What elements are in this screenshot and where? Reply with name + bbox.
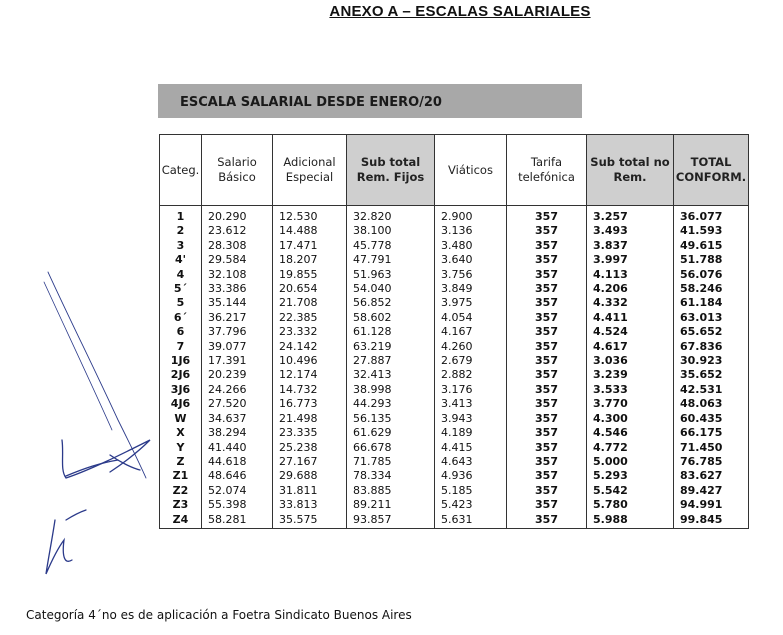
cell-tarifa-telefonica: 357: [507, 426, 587, 440]
cell-viaticos: 3.640: [435, 253, 507, 267]
cell-subtotal-rem-fijos: 78.334: [347, 469, 435, 483]
cell-subtotal-no-rem: 4.524: [587, 325, 674, 339]
cell-tarifa-telefonica: 357: [507, 498, 587, 512]
cell-total-conform: 99.845: [674, 513, 749, 529]
cell-salario-basico: 24.266: [202, 383, 273, 397]
cell-subtotal-rem-fijos: 66.678: [347, 441, 435, 455]
header-subtotal-rem-fijos: Sub total Rem. Fijos: [347, 135, 435, 206]
cell-total-conform: 89.427: [674, 484, 749, 498]
cell-viaticos: 3.413: [435, 397, 507, 411]
cell-subtotal-no-rem: 4.332: [587, 296, 674, 310]
cell-viaticos: 4.643: [435, 455, 507, 469]
cell-total-conform: 41.593: [674, 224, 749, 238]
cell-adicional-especial: 20.654: [273, 282, 347, 296]
cell-viaticos: 4.936: [435, 469, 507, 483]
cell-tarifa-telefonica: 357: [507, 239, 587, 253]
cell-viaticos: 5.185: [435, 484, 507, 498]
cell-viaticos: 3.849: [435, 282, 507, 296]
cell-adicional-especial: 21.498: [273, 412, 347, 426]
cell-adicional-especial: 16.773: [273, 397, 347, 411]
cell-subtotal-rem-fijos: 51.963: [347, 268, 435, 282]
cell-subtotal-no-rem: 4.300: [587, 412, 674, 426]
cell-total-conform: 56.076: [674, 268, 749, 282]
cell-adicional-especial: 21.708: [273, 296, 347, 310]
cell-total-conform: 58.246: [674, 282, 749, 296]
cell-categ: 3: [160, 239, 202, 253]
cell-total-conform: 35.652: [674, 368, 749, 382]
cell-subtotal-rem-fijos: 56.135: [347, 412, 435, 426]
cell-total-conform: 48.063: [674, 397, 749, 411]
cell-salario-basico: 36.217: [202, 311, 273, 325]
cell-subtotal-no-rem: 5.000: [587, 455, 674, 469]
cell-total-conform: 67.836: [674, 340, 749, 354]
cell-subtotal-rem-fijos: 32.413: [347, 368, 435, 382]
cell-tarifa-telefonica: 357: [507, 383, 587, 397]
cell-total-conform: 76.785: [674, 455, 749, 469]
cell-tarifa-telefonica: 357: [507, 354, 587, 368]
cell-subtotal-no-rem: 3.997: [587, 253, 674, 267]
cell-categ: Z: [160, 455, 202, 469]
cell-categ: 4: [160, 268, 202, 282]
cell-salario-basico: 20.239: [202, 368, 273, 382]
cell-categ: 5: [160, 296, 202, 310]
cell-total-conform: 51.788: [674, 253, 749, 267]
cell-subtotal-rem-fijos: 93.857: [347, 513, 435, 529]
cell-categ: 2: [160, 224, 202, 238]
cell-categ: 4J6: [160, 397, 202, 411]
cell-subtotal-no-rem: 4.772: [587, 441, 674, 455]
cell-categ: 4': [160, 253, 202, 267]
cell-salario-basico: 41.440: [202, 441, 273, 455]
cell-tarifa-telefonica: 357: [507, 513, 587, 529]
cell-salario-basico: 58.281: [202, 513, 273, 529]
cell-tarifa-telefonica: 357: [507, 296, 587, 310]
header-adicional-especial: Adicional Especial: [273, 135, 347, 206]
cell-categ: Y: [160, 441, 202, 455]
cell-subtotal-rem-fijos: 83.885: [347, 484, 435, 498]
cell-tarifa-telefonica: 357: [507, 455, 587, 469]
cell-total-conform: 65.652: [674, 325, 749, 339]
cell-salario-basico: 35.144: [202, 296, 273, 310]
header-viaticos: Viáticos: [435, 135, 507, 206]
cell-subtotal-rem-fijos: 56.852: [347, 296, 435, 310]
cell-tarifa-telefonica: 357: [507, 412, 587, 426]
cell-subtotal-rem-fijos: 89.211: [347, 498, 435, 512]
cell-subtotal-no-rem: 3.493: [587, 224, 674, 238]
page-title: ANEXO A – ESCALAS SALARIALES: [329, 3, 591, 20]
cell-subtotal-no-rem: 3.036: [587, 354, 674, 368]
cell-subtotal-rem-fijos: 32.820: [347, 206, 435, 225]
cell-salario-basico: 29.584: [202, 253, 273, 267]
cell-categ: 5´: [160, 282, 202, 296]
cell-subtotal-rem-fijos: 44.293: [347, 397, 435, 411]
cell-total-conform: 36.077: [674, 206, 749, 225]
cell-categ: X: [160, 426, 202, 440]
cell-viaticos: 4.167: [435, 325, 507, 339]
header-tarifa-telefonica: Tarifa telefónica: [507, 135, 587, 206]
cell-viaticos: 2.882: [435, 368, 507, 382]
cell-salario-basico: 28.308: [202, 239, 273, 253]
cell-subtotal-no-rem: 4.113: [587, 268, 674, 282]
cell-salario-basico: 34.637: [202, 412, 273, 426]
cell-adicional-especial: 17.471: [273, 239, 347, 253]
cell-subtotal-rem-fijos: 54.040: [347, 282, 435, 296]
cell-subtotal-no-rem: 4.546: [587, 426, 674, 440]
cell-subtotal-rem-fijos: 38.100: [347, 224, 435, 238]
cell-viaticos: 2.900: [435, 206, 507, 225]
cell-adicional-especial: 25.238: [273, 441, 347, 455]
cell-subtotal-no-rem: 3.837: [587, 239, 674, 253]
cell-viaticos: 4.415: [435, 441, 507, 455]
cell-categ: Z1: [160, 469, 202, 483]
cell-total-conform: 61.184: [674, 296, 749, 310]
cell-adicional-especial: 12.174: [273, 368, 347, 382]
cell-viaticos: 5.423: [435, 498, 507, 512]
cell-tarifa-telefonica: 357: [507, 469, 587, 483]
cell-adicional-especial: 19.855: [273, 268, 347, 282]
cell-salario-basico: 37.796: [202, 325, 273, 339]
cell-subtotal-no-rem: 5.780: [587, 498, 674, 512]
cell-categ: Z3: [160, 498, 202, 512]
cell-adicional-especial: 27.167: [273, 455, 347, 469]
cell-adicional-especial: 35.575: [273, 513, 347, 529]
cell-subtotal-rem-fijos: 63.219: [347, 340, 435, 354]
cell-subtotal-no-rem: 5.542: [587, 484, 674, 498]
cell-subtotal-rem-fijos: 38.998: [347, 383, 435, 397]
scale-header: ESCALA SALARIAL DESDE ENERO/20: [158, 84, 582, 118]
cell-viaticos: 5.631: [435, 513, 507, 529]
cell-subtotal-no-rem: 5.293: [587, 469, 674, 483]
cell-total-conform: 60.435: [674, 412, 749, 426]
cell-tarifa-telefonica: 357: [507, 441, 587, 455]
header-subtotal-no-rem: Sub total no Rem.: [587, 135, 674, 206]
cell-subtotal-rem-fijos: 61.128: [347, 325, 435, 339]
footnote: Categoría 4´no es de aplicación a Foetra Sindicato Buenos Aires: [26, 608, 412, 622]
cell-viaticos: 2.679: [435, 354, 507, 368]
cell-adicional-especial: 24.142: [273, 340, 347, 354]
cell-salario-basico: 38.294: [202, 426, 273, 440]
cell-categ: Z4: [160, 513, 202, 529]
cell-tarifa-telefonica: 357: [507, 397, 587, 411]
cell-tarifa-telefonica: 357: [507, 340, 587, 354]
cell-subtotal-no-rem: 3.533: [587, 383, 674, 397]
cell-adicional-especial: 22.385: [273, 311, 347, 325]
cell-total-conform: 42.531: [674, 383, 749, 397]
cell-categ: Z2: [160, 484, 202, 498]
cell-total-conform: 71.450: [674, 441, 749, 455]
cell-adicional-especial: 23.335: [273, 426, 347, 440]
cell-adicional-especial: 10.496: [273, 354, 347, 368]
cell-viaticos: 4.189: [435, 426, 507, 440]
cell-salario-basico: 32.108: [202, 268, 273, 282]
cell-tarifa-telefonica: 357: [507, 368, 587, 382]
cell-tarifa-telefonica: 357: [507, 484, 587, 498]
cell-viaticos: 3.756: [435, 268, 507, 282]
cell-adicional-especial: 33.813: [273, 498, 347, 512]
cell-categ: 7: [160, 340, 202, 354]
cell-categ: 6: [160, 325, 202, 339]
cell-categ: 2J6: [160, 368, 202, 382]
cell-salario-basico: 39.077: [202, 340, 273, 354]
cell-subtotal-no-rem: 5.988: [587, 513, 674, 529]
cell-total-conform: 83.627: [674, 469, 749, 483]
cell-subtotal-rem-fijos: 71.785: [347, 455, 435, 469]
cell-salario-basico: 48.646: [202, 469, 273, 483]
cell-adicional-especial: 29.688: [273, 469, 347, 483]
cell-salario-basico: 55.398: [202, 498, 273, 512]
cell-viaticos: 3.136: [435, 224, 507, 238]
header-salario-basico: Salario Básico: [202, 135, 273, 206]
cell-salario-basico: 27.520: [202, 397, 273, 411]
cell-tarifa-telefonica: 357: [507, 311, 587, 325]
cell-total-conform: 63.013: [674, 311, 749, 325]
cell-tarifa-telefonica: 357: [507, 253, 587, 267]
cell-tarifa-telefonica: 357: [507, 206, 587, 225]
cell-tarifa-telefonica: 357: [507, 224, 587, 238]
cell-subtotal-rem-fijos: 58.602: [347, 311, 435, 325]
cell-tarifa-telefonica: 357: [507, 268, 587, 282]
cell-categ: 1: [160, 206, 202, 225]
cell-total-conform: 66.175: [674, 426, 749, 440]
cell-subtotal-rem-fijos: 45.778: [347, 239, 435, 253]
cell-salario-basico: 17.391: [202, 354, 273, 368]
cell-total-conform: 49.615: [674, 239, 749, 253]
cell-viaticos: 3.176: [435, 383, 507, 397]
cell-salario-basico: 20.290: [202, 206, 273, 225]
cell-categ: W: [160, 412, 202, 426]
cell-adicional-especial: 14.732: [273, 383, 347, 397]
cell-subtotal-rem-fijos: 61.629: [347, 426, 435, 440]
cell-adicional-especial: 18.207: [273, 253, 347, 267]
cell-salario-basico: 44.618: [202, 455, 273, 469]
cell-salario-basico: 23.612: [202, 224, 273, 238]
cell-adicional-especial: 12.530: [273, 206, 347, 225]
cell-subtotal-no-rem: 3.239: [587, 368, 674, 382]
cell-categ: 1J6: [160, 354, 202, 368]
cell-subtotal-no-rem: 4.617: [587, 340, 674, 354]
cell-total-conform: 30.923: [674, 354, 749, 368]
cell-viaticos: 4.054: [435, 311, 507, 325]
header-total-conform: TOTAL CONFORM.: [674, 135, 749, 206]
cell-subtotal-no-rem: 3.770: [587, 397, 674, 411]
cell-tarifa-telefonica: 357: [507, 325, 587, 339]
cell-adicional-especial: 23.332: [273, 325, 347, 339]
cell-subtotal-no-rem: 3.257: [587, 206, 674, 225]
cell-adicional-especial: 14.488: [273, 224, 347, 238]
cell-subtotal-rem-fijos: 47.791: [347, 253, 435, 267]
cell-tarifa-telefonica: 357: [507, 282, 587, 296]
cell-salario-basico: 33.386: [202, 282, 273, 296]
header-categ: Categ.: [160, 135, 202, 206]
cell-subtotal-no-rem: 4.206: [587, 282, 674, 296]
cell-categ: 3J6: [160, 383, 202, 397]
cell-viaticos: 3.480: [435, 239, 507, 253]
cell-viaticos: 3.975: [435, 296, 507, 310]
cell-viaticos: 3.943: [435, 412, 507, 426]
cell-total-conform: 94.991: [674, 498, 749, 512]
cell-categ: 6´: [160, 311, 202, 325]
cell-subtotal-no-rem: 4.411: [587, 311, 674, 325]
cell-viaticos: 4.260: [435, 340, 507, 354]
cell-adicional-especial: 31.811: [273, 484, 347, 498]
cell-subtotal-rem-fijos: 27.887: [347, 354, 435, 368]
cell-salario-basico: 52.074: [202, 484, 273, 498]
